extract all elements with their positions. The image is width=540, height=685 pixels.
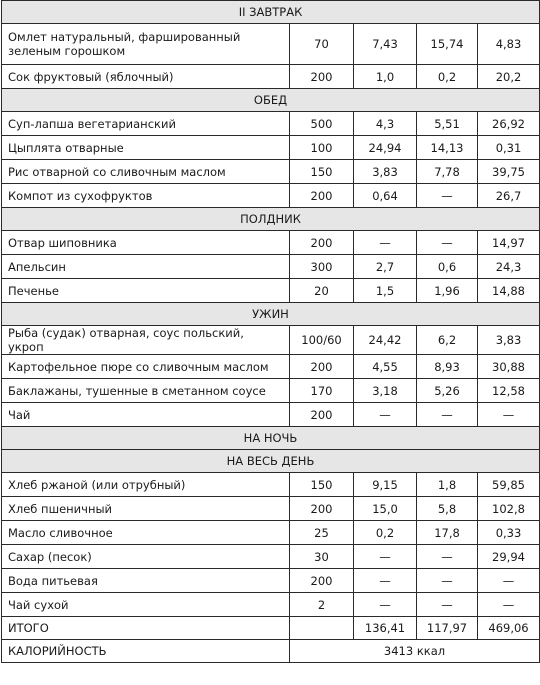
food-protein: — (354, 231, 417, 255)
food-carbs: — (478, 403, 540, 427)
menu-table-body (2, 1, 540, 663)
food-fat: 6,2 (417, 326, 478, 355)
food-carbs: 3,83 (478, 326, 540, 355)
food-row (2, 521, 540, 545)
food-fat: 1,8 (417, 473, 478, 497)
food-protein: 9,15 (354, 473, 417, 497)
food-name: Хлеб ржаной (или отрубный) (2, 473, 290, 497)
food-protein: 4,3 (354, 112, 417, 136)
food-carbs: 4,83 (478, 24, 540, 65)
food-row (2, 569, 540, 593)
food-row (2, 160, 540, 184)
food-name: Омлет натуральный, фаршированный зеленым горошком (2, 24, 290, 65)
food-carbs: 30,88 (478, 355, 540, 379)
total-protein: 136,41 (354, 617, 417, 640)
food-weight: 100/60 (290, 326, 354, 355)
food-carbs: 24,3 (478, 255, 540, 279)
food-row (2, 65, 540, 89)
food-weight: 150 (290, 473, 354, 497)
food-fat: 5,51 (417, 112, 478, 136)
total-row (2, 617, 540, 640)
food-fat: 14,13 (417, 136, 478, 160)
food-row (2, 231, 540, 255)
food-fat: 1,96 (417, 279, 478, 303)
food-row (2, 379, 540, 403)
food-carbs: 102,8 (478, 497, 540, 521)
food-weight: 200 (290, 231, 354, 255)
food-weight: 2 (290, 593, 354, 617)
food-weight: 150 (290, 160, 354, 184)
food-name: Баклажаны, тушенные в сметанном соусе (2, 379, 290, 403)
food-carbs: 39,75 (478, 160, 540, 184)
food-protein: 4,55 (354, 355, 417, 379)
food-name: Сок фруктовый (яблочный) (2, 65, 290, 89)
calories-value: 3413 ккал (290, 640, 540, 663)
food-protein: 1,0 (354, 65, 417, 89)
food-weight: 200 (290, 403, 354, 427)
section-title: НА НОЧЬ (2, 427, 540, 450)
section-header-row (2, 427, 540, 450)
section-title: II ЗАВТРАК (2, 1, 540, 24)
food-weight: 200 (290, 184, 354, 208)
section-header-row (2, 1, 540, 24)
calories-row (2, 640, 540, 663)
food-name: Апельсин (2, 255, 290, 279)
food-name: Отвар шиповника (2, 231, 290, 255)
food-fat: — (417, 184, 478, 208)
food-row (2, 593, 540, 617)
food-fat: — (417, 231, 478, 255)
section-header-row (2, 450, 540, 473)
total-label: ИТОГО (2, 617, 290, 640)
food-name: Хлеб пшеничный (2, 497, 290, 521)
food-row (2, 355, 540, 379)
food-name: Сахар (песок) (2, 545, 290, 569)
food-weight: 100 (290, 136, 354, 160)
section-title: ОБЕД (2, 89, 540, 112)
food-fat: — (417, 593, 478, 617)
food-protein: 15,0 (354, 497, 417, 521)
food-row (2, 279, 540, 303)
food-protein: 3,83 (354, 160, 417, 184)
food-fat: 0,2 (417, 65, 478, 89)
food-fat: 17,8 (417, 521, 478, 545)
food-carbs: — (478, 593, 540, 617)
food-carbs: 14,88 (478, 279, 540, 303)
food-name: Чай (2, 403, 290, 427)
total-carbs: 469,06 (478, 617, 540, 640)
food-name: Цыплята отварные (2, 136, 290, 160)
food-carbs: 14,97 (478, 231, 540, 255)
food-protein: 7,43 (354, 24, 417, 65)
food-weight: 200 (290, 355, 354, 379)
food-protein: 2,7 (354, 255, 417, 279)
food-protein: 0,2 (354, 521, 417, 545)
food-protein: 3,18 (354, 379, 417, 403)
section-header-row (2, 89, 540, 112)
calories-label: КАЛОРИЙНОСТЬ (2, 640, 290, 663)
food-fat: 8,93 (417, 355, 478, 379)
food-row (2, 255, 540, 279)
food-carbs: 0,31 (478, 136, 540, 160)
food-name: Картофельное пюре со сливочным маслом (2, 355, 290, 379)
food-row (2, 473, 540, 497)
food-fat: — (417, 569, 478, 593)
diet-menu-table (1, 0, 540, 663)
food-carbs: 26,7 (478, 184, 540, 208)
food-carbs: 29,94 (478, 545, 540, 569)
section-title: НА ВЕСЬ ДЕНЬ (2, 450, 540, 473)
food-weight: 200 (290, 65, 354, 89)
food-carbs: 0,33 (478, 521, 540, 545)
food-weight: 70 (290, 24, 354, 65)
food-weight: 170 (290, 379, 354, 403)
food-protein: 1,5 (354, 279, 417, 303)
food-name: Масло сливочное (2, 521, 290, 545)
food-weight: 200 (290, 569, 354, 593)
section-header-row (2, 303, 540, 326)
food-protein: — (354, 593, 417, 617)
food-fat: 5,26 (417, 379, 478, 403)
food-name: Рис отварной со сливочным маслом (2, 160, 290, 184)
food-name: Чай сухой (2, 593, 290, 617)
food-weight: 300 (290, 255, 354, 279)
food-weight: 20 (290, 279, 354, 303)
food-name: Рыба (судак) отварная, соус польский, укроп (2, 326, 290, 355)
food-weight: 25 (290, 521, 354, 545)
food-row (2, 403, 540, 427)
food-row (2, 24, 540, 65)
section-title: УЖИН (2, 303, 540, 326)
food-row (2, 112, 540, 136)
food-weight: 500 (290, 112, 354, 136)
food-name: Суп-лапша вегетарианский (2, 112, 290, 136)
food-row (2, 545, 540, 569)
food-weight: 200 (290, 497, 354, 521)
food-carbs: 26,92 (478, 112, 540, 136)
section-title: ПОЛДНИК (2, 208, 540, 231)
food-fat: — (417, 403, 478, 427)
food-fat: 15,74 (417, 24, 478, 65)
food-row (2, 184, 540, 208)
food-row (2, 497, 540, 521)
food-name: Печенье (2, 279, 290, 303)
food-protein: 24,42 (354, 326, 417, 355)
food-carbs: — (478, 569, 540, 593)
total-weight (290, 617, 354, 640)
food-protein: — (354, 403, 417, 427)
food-carbs: 59,85 (478, 473, 540, 497)
section-header-row (2, 208, 540, 231)
total-fat: 117,97 (417, 617, 478, 640)
food-carbs: 12,58 (478, 379, 540, 403)
food-fat: 5,8 (417, 497, 478, 521)
food-protein: 0,64 (354, 184, 417, 208)
food-row (2, 326, 540, 355)
food-fat: 0,6 (417, 255, 478, 279)
food-weight: 30 (290, 545, 354, 569)
food-fat: — (417, 545, 478, 569)
food-name: Компот из сухофруктов (2, 184, 290, 208)
food-protein: — (354, 545, 417, 569)
food-carbs: 20,2 (478, 65, 540, 89)
food-name: Вода питьевая (2, 569, 290, 593)
food-protein: 24,94 (354, 136, 417, 160)
food-fat: 7,78 (417, 160, 478, 184)
food-row (2, 136, 540, 160)
food-protein: — (354, 569, 417, 593)
